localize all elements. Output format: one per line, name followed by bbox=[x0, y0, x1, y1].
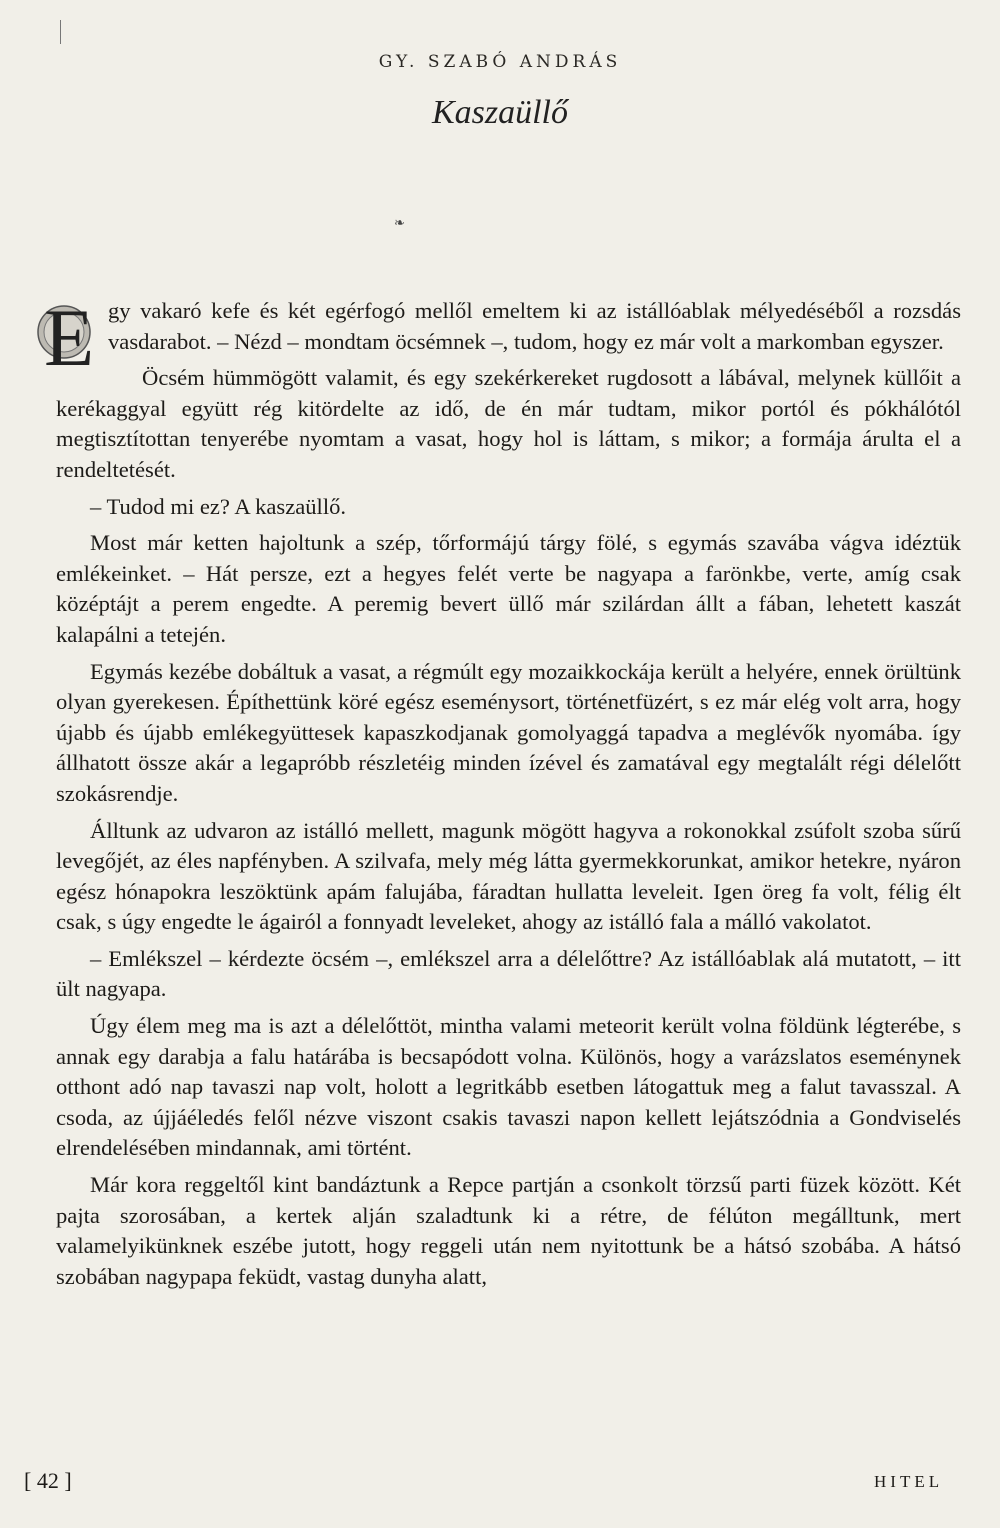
paragraph-4: Most már ketten hajoltunk a szép, tőrformájú tárgy fölé, s egymás szavába vágva idéztük emlékeinket. – Hát persze, ezt a hegyes felét verte be nagyapa a farönkbe, verte, amíg csak középtájt a perem engedte. A peremig bevert üllő már szilárdan állt a fában, lehetett kaszát kalapálni a tetején. bbox=[56, 530, 961, 647]
paragraph-8: Úgy élem meg ma is azt a délelőttöt, mintha valami meteorit került volna földünk légterébe, s annak egy darabja a falu határába is becsapódott volna. Különös, hogy a varázslatos eseménynek otthont adó nap tavaszi nap volt, holott a legritkább esetben látogattuk meg a falut tavasszal. A csoda, az újjáéledés felől nézve viszont csakis tavaszi napon kellett lejátszódnia a Gondviselés elrendelésében mindannak, ami történt. bbox=[56, 1013, 961, 1161]
story-title: Kaszaüllő bbox=[431, 94, 569, 131]
ornament-icon: ❧ bbox=[394, 216, 405, 231]
paragraph-6: Álltunk az udvaron az istálló mellett, magunk mögött hagyva a rokonokkal zsúfolt szoba sűrű levegőjét, az éles napfényben. A szilvafa, mely még látta gyermekkorunkat, amikor hetekre, nyáron egész hónapokra leszöktünk apám falujába, fáradtan hullatta leveleit. Igen öreg fa volt, félig élt csak, s úgy engedte le ágairól a fonnyadt leveleket, ahogy az istálló fala a málló vakolatot. bbox=[56, 817, 961, 935]
paragraph-text: gy vakaró kefe és két egérfogó mellől emeltem ki az istállóablak mélyedéséből a rozsdás vasdarabot. – Nézd – mondtam öcsémnek –, tudom, hogy ez már volt a markomban egyszer. bbox=[108, 298, 961, 354]
paragraph-9: Már kora reggeltől kint bandáztunk a Repce partján a csonkolt törzsű parti füzek között. Két pajta szorosában, a kertek alján szaladtunk ki a rétre, de félúton megálltunk, mert valamelyikünknek eszébe jutott, hogy reggeli után nem nyitottunk be a hátsó szobába. A hátsó szobában nagypapa feküdt, vastag dunyha alatt, bbox=[56, 1172, 961, 1289]
paragraph-1 bbox=[44, 292, 961, 383]
author-name: GY. SZABÓ ANDRÁS bbox=[378, 52, 622, 72]
dropcap-letter: E bbox=[44, 292, 95, 383]
story-body bbox=[44, 292, 961, 1298]
paragraph-7: – Emlékszel – kérdezte öcsém –, emlékszel arra a délelőttre? Az istállóablak alá mutatott, – itt ült nagyapa. bbox=[56, 945, 961, 1002]
page-number: [ 42 ] bbox=[24, 1468, 72, 1493]
journal-name: HITEL bbox=[874, 1472, 944, 1491]
paragraph-3: – Tudod mi ez? A kaszaüllő. bbox=[90, 493, 347, 519]
dropcap bbox=[36, 292, 95, 383]
paragraph-2: Öcsém hümmögött valamit, és egy szekérkereket rugdosott a lábával, melynek küllőit a kerékaggyal együtt rég kitördelte az idő, de én már tudtam, mikor portól és pókhálótól megtisztítottan tenyerébe nyomtam a vasat, hogy hol is láttam, s mikor; a formája árulta el a rendeltetését. bbox=[56, 365, 961, 482]
margin-mark bbox=[60, 20, 61, 44]
paragraph-5: Egymás kezébe dobáltuk a vasat, a régmúlt egy mozaikkockája került a helyére, ennek örültünk olyan gyerekesen. Építhettünk köré egész eseménysort, történetfüzért, s ez már elég volt arra, hogy újabb és újabb emlékegyüttesek kapaszkodjanak gomolyaggá tapadva a meglévők nyomába. így állhatott össze akár a legapróbb részletéig minden ízével és zamatával egy megtalált régi délelőtt szokásrendje. bbox=[56, 658, 961, 806]
